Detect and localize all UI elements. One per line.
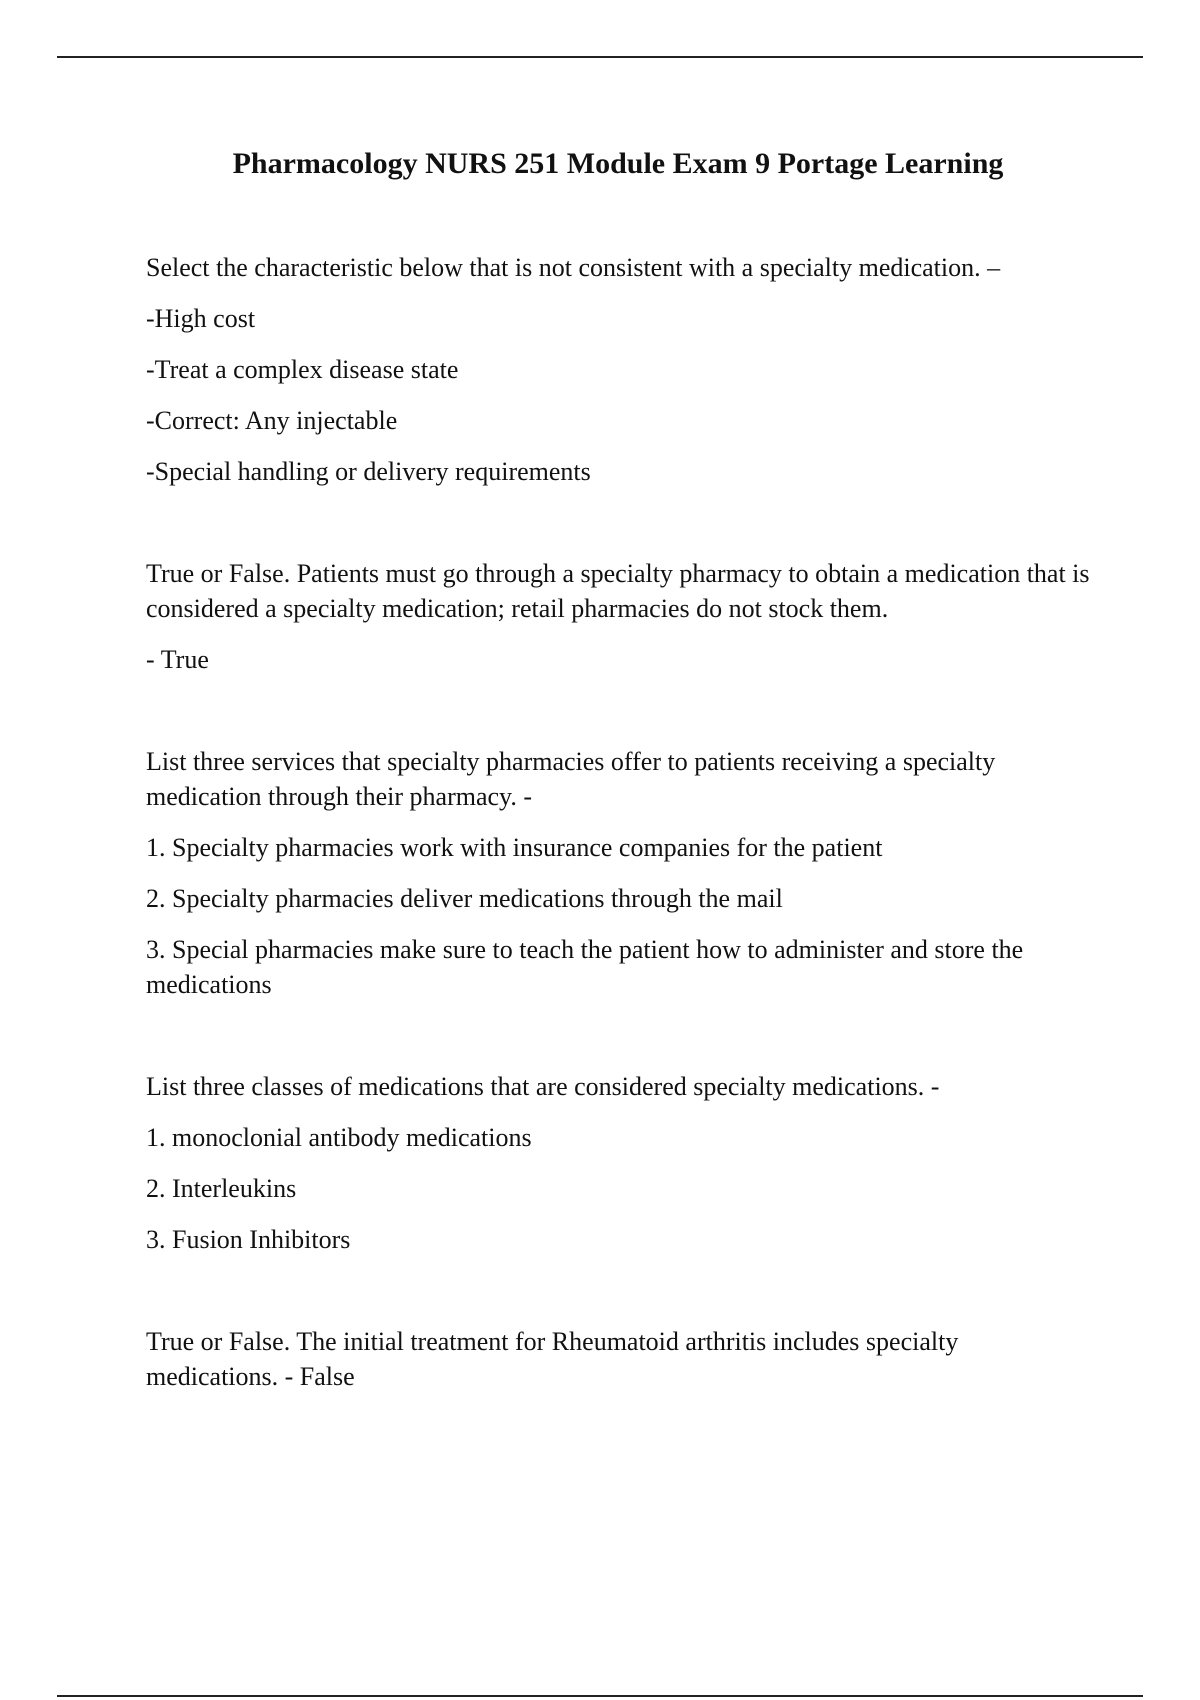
question-1-option-2: -Treat a complex disease state bbox=[146, 355, 459, 384]
question-1-option-4: -Special handling or delivery requirements bbox=[146, 457, 591, 486]
question-block-3 bbox=[146, 744, 1096, 1002]
question-4-answer-1: 1. monoclonial antibody medications bbox=[146, 1123, 532, 1152]
question-1-prompt: Select the characteristic below that is not consistent with a specialty medication. – bbox=[146, 253, 1001, 282]
question-2-answer: - True bbox=[146, 645, 209, 674]
document-body bbox=[146, 250, 1096, 1394]
question-3-prompt: List three services that specialty pharmacies offer to patients receiving a specialty medication through their pharmacy. - bbox=[146, 747, 996, 811]
question-3-answer-3: 3. Special pharmacies make sure to teach the patient how to administer and store the medications bbox=[146, 935, 1024, 999]
document-title: Pharmacology NURS 251 Module Exam 9 Portage Learning bbox=[232, 147, 1004, 180]
header-rule bbox=[57, 56, 1143, 58]
question-3-answer-2: 2. Specialty pharmacies deliver medications through the mail bbox=[146, 884, 783, 913]
question-block-4 bbox=[146, 1069, 1096, 1257]
question-2-prompt: True or False. Patients must go through a specialty pharmacy to obtain a medication that is considered a specialty medication; retail pharmacies do not stock them. bbox=[146, 559, 1090, 623]
footer-rule bbox=[57, 1695, 1143, 1697]
question-5-prompt: True or False. The initial treatment for Rheumatoid arthritis includes specialty medications. - False bbox=[146, 1327, 959, 1391]
question-4-prompt: List three classes of medications that are considered specialty medications. - bbox=[146, 1072, 940, 1101]
question-3-answer-1: 1. Specialty pharmacies work with insurance companies for the patient bbox=[146, 833, 883, 862]
question-block-5 bbox=[146, 1324, 1096, 1394]
question-block-2 bbox=[146, 556, 1096, 677]
question-4-answer-3: 3. Fusion Inhibitors bbox=[146, 1225, 351, 1254]
question-4-answer-2: 2. Interleukins bbox=[146, 1174, 297, 1203]
question-block-1 bbox=[146, 250, 1096, 489]
question-1-option-1: -High cost bbox=[146, 304, 256, 333]
question-1-option-3: -Correct: Any injectable bbox=[146, 406, 398, 435]
